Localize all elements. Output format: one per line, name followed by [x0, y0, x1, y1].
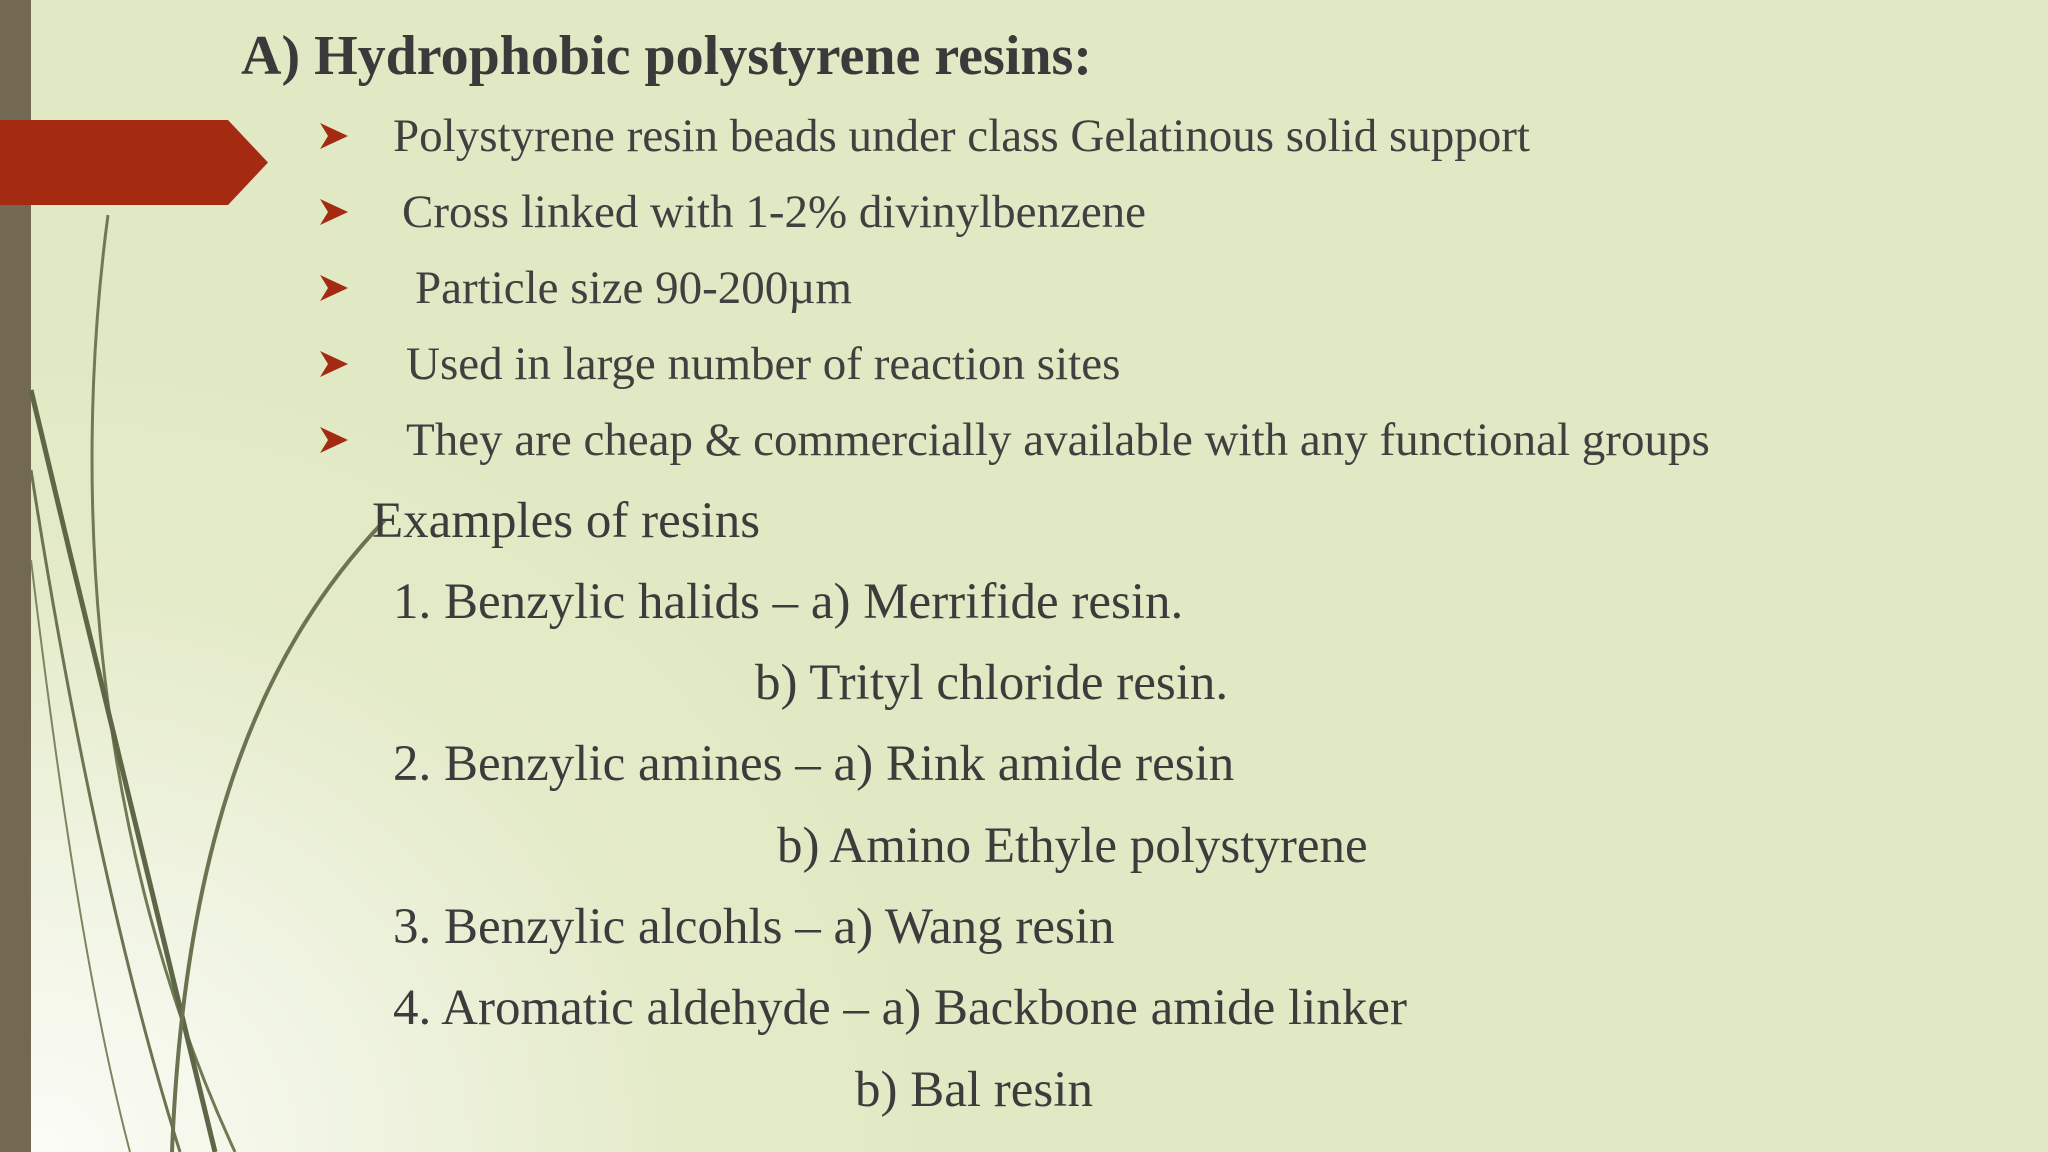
bullet-text: Polystyrene resin beads under class Gelatinous solid support	[393, 110, 1530, 162]
example-line: b) Bal resin	[855, 1062, 1093, 1118]
bullet-text: Particle size 90-200µm	[415, 262, 852, 314]
example-line: 2. Benzylic amines – a) Rink amide resin	[393, 736, 1235, 792]
example-line: 3. Benzylic alcohls – a) Wang resin	[393, 899, 1115, 955]
arrowhead-bullet-icon	[320, 123, 348, 149]
arrowhead-bullet-icon	[320, 199, 348, 225]
bullet-text: They are cheap & commercially available with any functional groups	[406, 414, 1710, 466]
bullet-item	[320, 334, 1120, 394]
example-line: b) Amino Ethyle polystyrene	[777, 818, 1368, 874]
example-line: 4. Aromatic aldehyde – a) Backbone amide linker	[393, 980, 1407, 1036]
bullet-item	[320, 106, 1530, 166]
bullet-item	[320, 410, 1710, 470]
arrowhead-bullet-icon	[320, 275, 348, 301]
slide-title: A) Hydrophobic polystyrene resins:	[241, 25, 1092, 87]
example-line: 1. Benzylic halids – a) Merrifide resin.	[393, 574, 1184, 630]
bullet-item	[320, 182, 1146, 242]
arrowhead-bullet-icon	[320, 427, 348, 453]
bullet-text: Cross linked with 1-2% divinylbenzene	[402, 186, 1147, 238]
bullet-item	[320, 258, 852, 318]
arrowhead-bullet-icon	[320, 351, 348, 377]
bullet-text: Used in large number of reaction sites	[406, 338, 1121, 390]
example-line: b) Trityl chloride resin.	[755, 655, 1229, 711]
accent-arrow-shape	[0, 120, 270, 205]
examples-heading: Examples of resins	[372, 493, 761, 549]
